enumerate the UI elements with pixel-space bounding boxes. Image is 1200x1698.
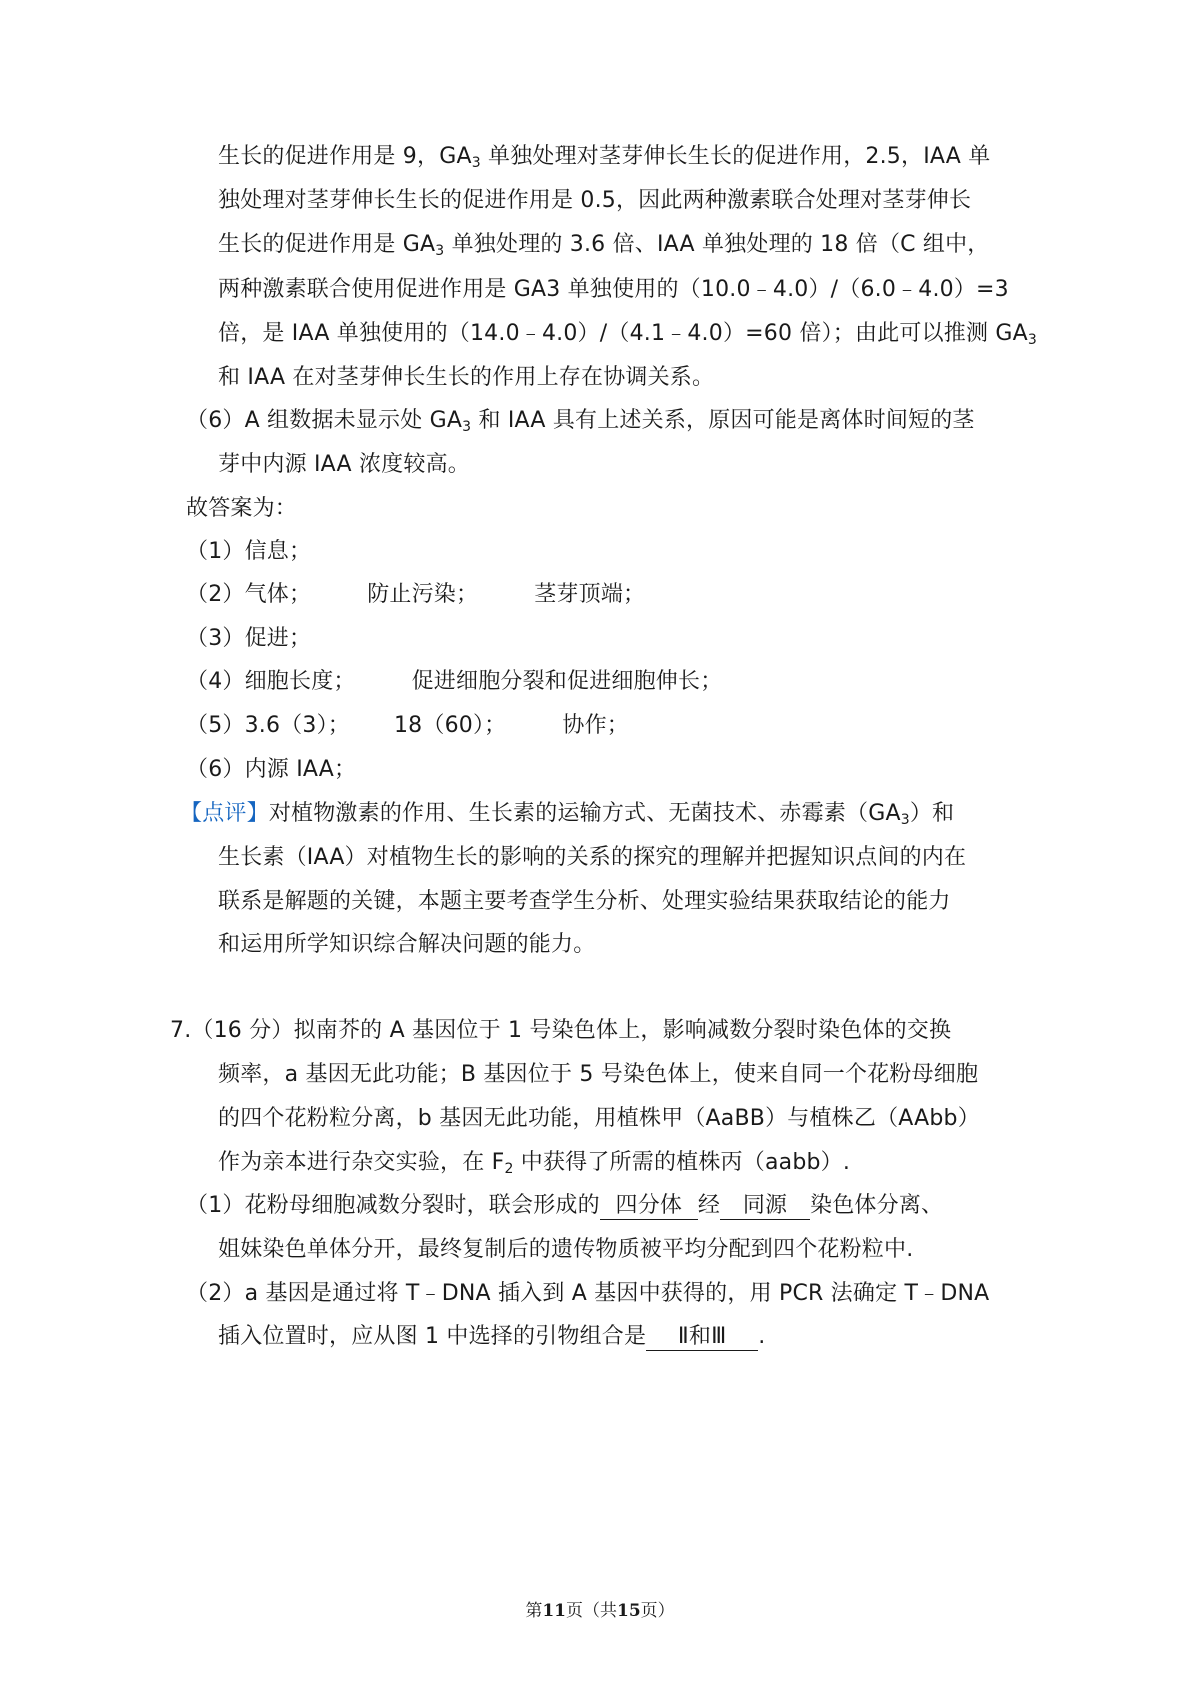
subscript: 3 — [1027, 332, 1037, 348]
answer-1: （1）信息； — [186, 539, 312, 564]
subscript: 3 — [462, 419, 472, 435]
answer-blank: Ⅱ和Ⅲ — [646, 1324, 758, 1351]
footer-text: 页（共 — [566, 1601, 617, 1621]
text-segment: 茎芽顶端； — [534, 582, 646, 607]
text-segment: 染色体分离、 — [810, 1193, 944, 1218]
text-segment: 单独处理对茎芽伸长生长的促进作用，2.5，IAA 单 — [480, 144, 991, 169]
text-segment: ）和 — [909, 801, 955, 826]
page-footer — [0, 1596, 1200, 1621]
subscript: 3 — [900, 812, 910, 828]
question-7-stem — [218, 1148, 850, 1178]
answer-6: （6）内源 IAA； — [186, 757, 357, 782]
comment-line — [180, 799, 954, 829]
text-line — [186, 406, 975, 436]
text-segment: 插入位置时，应从图 1 中选择的引物组合是 — [218, 1324, 647, 1349]
subscript: 2 — [504, 1161, 514, 1177]
text-line: 两种激素联合使用促进作用是 GA3 单独使用的（10.0﹣4.0）/（6.0﹣4.0）=3 — [218, 277, 1009, 302]
text-segment: . — [758, 1324, 766, 1349]
footer-text: 页） — [640, 1601, 675, 1621]
question-7-part-1 — [186, 1191, 943, 1221]
page-number: 11 — [542, 1601, 566, 1621]
answer-blank: 四分体 — [600, 1193, 698, 1220]
question-7-stem: 频率，a 基因无此功能；B 基因位于 5 号染色体上，使来自同一个花粉母细胞 — [218, 1062, 979, 1087]
text-segment: 18（60）； — [393, 713, 507, 738]
footer-text: 第 — [525, 1601, 543, 1621]
text-line — [218, 142, 990, 172]
text-segment: 倍，是 IAA 单独使用的（14.0﹣4.0）/（4.1﹣4.0）=60 倍）；由此可以推测 GA — [218, 321, 1028, 346]
text-segment: 单独处理的 3.6 倍、IAA 单独处理的 18 倍（C 组中， — [444, 232, 990, 257]
comment-line: 生长素（IAA）对植物生长的影响的关系的探究的理解并把握知识点间的内在 — [218, 845, 967, 870]
comment-line: 联系是解题的关键，本题主要考查学生分析、处理实验结果获取结论的能力 — [218, 889, 951, 914]
text-line — [218, 319, 1037, 349]
question-7-part-1: 姐妹染色单体分开，最终复制后的遗传物质被平均分配到四个花粉粒中. — [218, 1237, 914, 1262]
text-line: 独处理对茎芽伸长生长的促进作用是 0.5，因此两种激素联合处理对茎芽伸长 — [218, 188, 972, 213]
text-segment: 经 — [697, 1193, 721, 1218]
answer-5 — [186, 711, 629, 741]
text-segment: （4）细胞长度； — [186, 669, 356, 694]
text-segment: 作为亲本进行杂交实验，在 F — [218, 1150, 505, 1175]
comment-tag: 【点评】 — [180, 801, 269, 826]
text-segment: 促进细胞分裂和促进细胞伸长； — [411, 669, 723, 694]
page-total: 15 — [617, 1601, 641, 1621]
question-7-stem: 的四个花粉粒分离，b 基因无此功能，用植株甲（AaBB）与植株乙（AAbb） — [218, 1106, 980, 1131]
comment-line: 和运用所学知识综合解决问题的能力。 — [218, 932, 596, 957]
text-segment: （1）花粉母细胞减数分裂时，联会形成的 — [186, 1193, 600, 1218]
text-line: 芽中内源 IAA 浓度较高。 — [218, 452, 470, 477]
answers-intro: 故答案为： — [186, 496, 298, 521]
text-segment: （5）3.6（3）； — [186, 713, 350, 738]
text-segment: （6）A 组数据未显示处 GA — [186, 408, 463, 433]
text-line: 和 IAA 在对茎芽伸长生长的作用上存在协调关系。 — [218, 365, 715, 390]
answer-2 — [186, 580, 645, 610]
text-segment: （2）气体； — [186, 582, 312, 607]
answer-4 — [186, 667, 722, 697]
text-segment: 和 IAA 具有上述关系，原因可能是离体时间短的茎 — [471, 408, 975, 433]
subscript: 3 — [435, 243, 445, 259]
question-7-part-2 — [218, 1322, 765, 1352]
text-line — [218, 230, 990, 260]
question-7-stem: 7.（16 分）拟南芥的 A 基因位于 1 号染色体上，影响减数分裂时染色体的交换 — [170, 1018, 952, 1043]
question-7-part-2: （2）a 基因是通过将 T﹣DNA 插入到 A 基因中获得的，用 PCR 法确定 T﹣DNA — [186, 1281, 990, 1306]
text-segment: 对植物激素的作用、生长素的运输方式、无菌技术、赤霉素（GA — [268, 801, 901, 826]
text-segment: 生长的促进作用是 9，GA — [218, 144, 472, 169]
answer-3: （3）促进； — [186, 626, 312, 651]
answer-blank: 同源 — [720, 1193, 810, 1220]
text-segment: 中获得了所需的植株丙（aabb）. — [513, 1150, 851, 1175]
text-segment: 生长的促进作用是 GA — [218, 232, 436, 257]
subscript: 3 — [471, 155, 481, 171]
text-segment: 协作； — [562, 713, 629, 738]
text-segment: 防止污染； — [367, 582, 479, 607]
